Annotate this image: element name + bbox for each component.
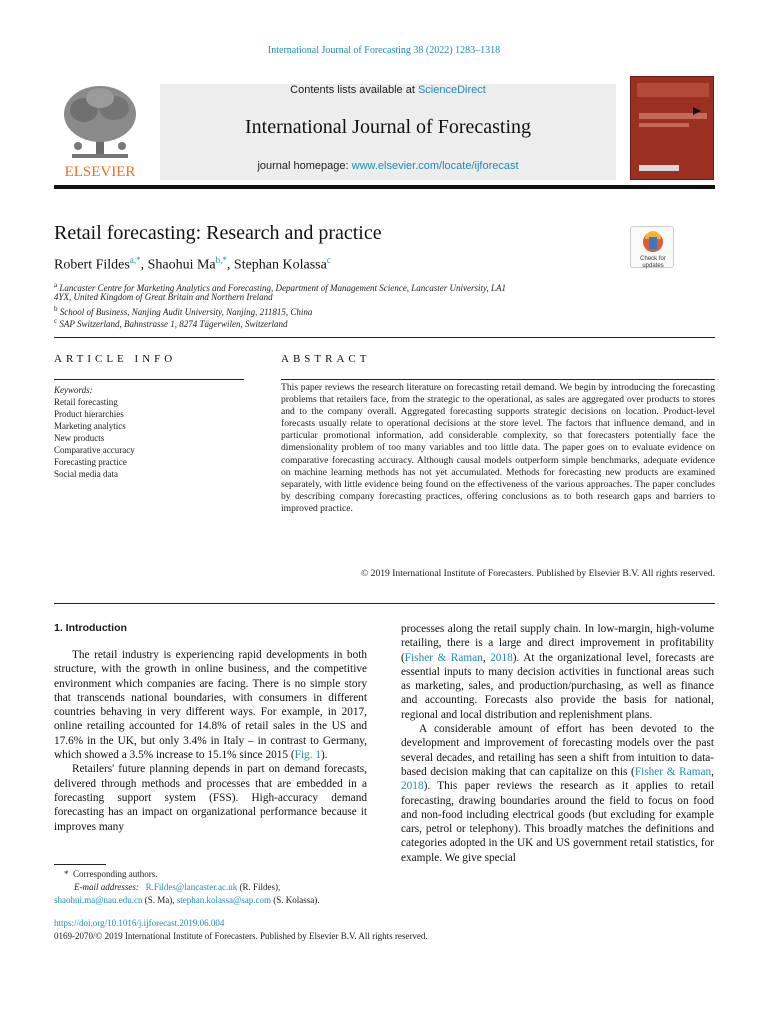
paragraph-text: The retail industry is experiencing rapid developments in both structure, with the growth in online business, and the competitive environment which companies are facing. There is no simple story that transcends national boundaries, with consumers in different countries behaving in very different ways. For example, in 2017, online retailing accounted for 14.8% of retail sales in the US and 17.6% in the UK, but only 3.4% in Italy – in contrast to Germany, which showed a 3.5% increase to 15.1% since 2015 ( bbox=[54, 649, 367, 762]
footnote-rule bbox=[54, 864, 106, 865]
divider bbox=[54, 603, 715, 604]
affiliation bbox=[54, 291, 273, 303]
email-link-ma[interactable]: shaohui.ma@nau.edu.cn bbox=[54, 895, 143, 905]
email-owner: (S. Kolassa). bbox=[271, 895, 320, 905]
contents-prefix: Contents lists available at bbox=[290, 84, 418, 96]
article-title: Retail forecasting: Research and practice bbox=[54, 222, 382, 244]
affiliation-text: 4YX, United Kingdom of Great Britain and Northern Ireland bbox=[54, 292, 273, 302]
footnote-mark: * bbox=[64, 869, 69, 879]
paragraph-text: ). At the organizational level, forecasts are essential inputs to many decision activities in functional areas such as marketing, sales, and production/purchasing, as well as finance and accounting. Forecasts also provide the basis for national, regional and local distribution and replenishment plans. bbox=[401, 651, 714, 721]
author-list: Robert Fildes$^{a,*}$, Shaohui $Ma^{b,*}$, Stephan Kolassa$^c$ bbox=[54, 255, 331, 273]
paragraph-text: processes along the retail supply chain. In low-margin, high-volume retailing, there is a large and direct improvement in profitability ( bbox=[401, 623, 714, 664]
author-name[interactable]: Robert Fildes bbox=[54, 257, 130, 273]
paragraph-text: A considerable amount of effort has been devoted to the development and improvement of forecasting models over the past several decades, and retailing has seen a shift from intuition to data-based decision making that can capitalize on this ( bbox=[401, 723, 714, 778]
crossmark-label-2: updates bbox=[642, 263, 664, 269]
sciencedirect-link[interactable]: ScienceDirect bbox=[417, 84, 486, 96]
abstract-text: This paper reviews the research literature on forecasting retail demand. We begin by introducing the forecasting problems that retailers face, from the strategic to the operational, as sales are aggregated over products to stores and to the company overall. Aggregated forecasting supports strategic decisions on location. Product-level forecasts usually relate to operational decisions at the store level. The factors that influence demand, and in particular promotional information, add considerable complexity, so that forecasters potentially face the dimensionality problem of too many variables and too little data. The paper goes on to evaluate evidence on comparative forecasting accuracy. Although causal models outperform simple benchmarks, adequate evidence on machine learning methods has not yet accumulated. Methods for forecasting new products are examined separately, with little evidence being found on the effectiveness of the various approaches. The paper concludes by describing company forecasting practices, offering conclusions as to both research gaps and barriers to improved practice. bbox=[281, 382, 715, 514]
article-info-heading: ARTICLE INFO bbox=[54, 353, 177, 365]
keyword: Retail forecasting bbox=[54, 397, 118, 407]
paragraph bbox=[54, 648, 367, 762]
author-name[interactable]: Shaohui Ma bbox=[147, 257, 216, 273]
keyword: Social media data bbox=[54, 469, 118, 479]
keyword: Forecasting practice bbox=[54, 457, 127, 467]
author-marks[interactable]: c bbox=[326, 255, 331, 265]
paragraph bbox=[401, 722, 714, 865]
publisher-name: ELSEVIER bbox=[64, 164, 136, 180]
email-owner: (S. Ma), bbox=[142, 895, 177, 905]
email-link-fildes[interactable]: R.Fildes@lancaster.ac.uk bbox=[145, 882, 238, 892]
abstract-heading: ABSTRACT bbox=[281, 353, 371, 365]
footnote-text: Corresponding authors. bbox=[73, 869, 158, 879]
footnote-corresponding bbox=[54, 868, 374, 881]
footnote-emails bbox=[54, 894, 374, 907]
citation-link[interactable]: Fisher & Raman bbox=[404, 651, 483, 664]
journal-name[interactable]: International Journal of Forecasting bbox=[244, 116, 532, 138]
affiliation-text: Lancaster Centre for Marketing Analytics and Forecasting, Department of Management Science, Lancaster University, LA1 bbox=[59, 283, 506, 293]
keyword: Comparative accuracy bbox=[54, 445, 135, 455]
divider bbox=[54, 337, 715, 338]
keyword: Marketing analytics bbox=[54, 421, 126, 431]
footnotes bbox=[54, 868, 374, 907]
journal-homepage-link[interactable]: www.elsevier.com/locate/ijforecast bbox=[351, 160, 519, 172]
affiliation-mark: a bbox=[54, 281, 58, 289]
email-owner: (R. Fildes), bbox=[237, 882, 281, 892]
citation-year-link[interactable]: 2018 bbox=[490, 651, 513, 664]
affiliation-mark: b bbox=[54, 305, 58, 313]
journal-banner bbox=[160, 84, 616, 180]
figure-1-link[interactable]: Fig. 1 bbox=[294, 749, 321, 762]
crossmark-icon bbox=[631, 227, 675, 269]
divider bbox=[54, 379, 244, 380]
citation-year-link[interactable]: 2018 bbox=[401, 780, 424, 793]
issn-copyright-line: 0169-2070/© 2019 International Institute of Forecasters. Published by Elsevier B.V. All rights reserved. bbox=[54, 931, 428, 941]
cover-art-icon bbox=[631, 77, 715, 181]
author-marks[interactable]: a,* bbox=[129, 255, 141, 265]
citation-separator: , bbox=[711, 765, 714, 778]
author-name[interactable]: Stephan Kolassa bbox=[233, 257, 327, 273]
running-head[interactable]: International Journal of Forecasting 38 (2022) 1283–1318 bbox=[267, 45, 501, 56]
keywords-list bbox=[54, 384, 135, 480]
footnote-emails bbox=[54, 881, 374, 894]
section-heading-introduction: 1. Introduction bbox=[54, 622, 127, 634]
paragraph bbox=[401, 622, 714, 722]
header-rule bbox=[54, 185, 715, 189]
affiliation-text: School of Business, Nanjing Audit University, Nanjing, 211815, China bbox=[59, 307, 313, 317]
citation-separator: , bbox=[482, 651, 491, 664]
keyword: Product hierarchies bbox=[54, 409, 124, 419]
author-marks[interactable]: b,* bbox=[215, 255, 227, 265]
email-link-kolassa[interactable]: stephan.kolassa@sap.com bbox=[176, 895, 272, 905]
affiliation-mark: c bbox=[54, 317, 58, 325]
affiliation bbox=[54, 315, 287, 330]
keywords-label: Keywords: bbox=[54, 385, 93, 395]
citation-link[interactable]: Fisher & Raman bbox=[634, 765, 712, 778]
body-column-right bbox=[401, 622, 714, 865]
affiliation-text: SAP Switzerland, Bahnstrasse 1, 8274 Tägerwilen, Switzerland bbox=[59, 319, 288, 329]
elsevier-tree-icon bbox=[54, 80, 146, 180]
crossmark-label-1: Check for bbox=[640, 256, 666, 262]
paragraph-text: ). bbox=[321, 749, 328, 762]
contents-line bbox=[160, 84, 616, 96]
email-label: E-mail addresses: bbox=[74, 882, 139, 892]
abstract-copyright: © 2019 International Institute of Forecasters. Published by Elsevier B.V. All rights reserved. bbox=[360, 568, 715, 579]
paragraph-text: ). This paper reviews the research as it applies to retail forecasting, drawing boundaries around the field to focus on food and non-food including electrical goods (but excluding for example cars, petrol or telephony). This broadly matches the definitions and categories adopted in the UK and US government retail statistics, for example. We give special bbox=[401, 780, 714, 864]
homepage-line bbox=[160, 160, 616, 172]
divider bbox=[281, 379, 715, 380]
journal-cover-thumbnail[interactable] bbox=[630, 76, 714, 180]
keyword: New products bbox=[54, 433, 105, 443]
body-column-left bbox=[54, 648, 367, 834]
check-for-updates-badge[interactable] bbox=[630, 226, 674, 268]
elsevier-logo[interactable] bbox=[54, 80, 146, 180]
doi-link[interactable]: https://doi.org/10.1016/j.ijforecast.2019.06.004 bbox=[54, 918, 225, 928]
homepage-prefix: journal homepage: bbox=[257, 160, 352, 172]
paragraph: Retailers' future planning depends in part on demand forecasts, delivered through methods and processes that are embedded in a forecasting support system (FSS). High-accuracy demand forecasting has an impact on organizational performance because it improves many bbox=[54, 763, 367, 833]
